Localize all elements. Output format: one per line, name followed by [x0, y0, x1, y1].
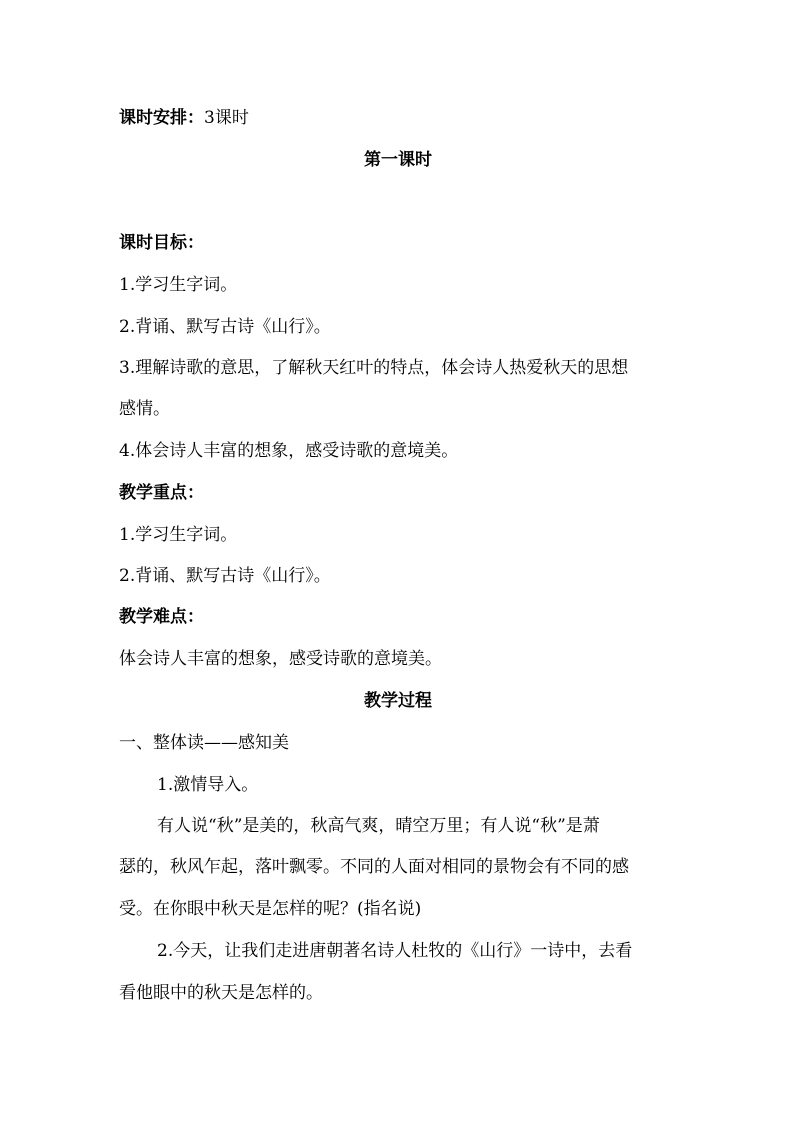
process-step-2: 2.今天，让我们走进唐朝著名诗人杜牧的《山行》一诗中，去看	[157, 941, 633, 961]
paragraph-line: 受。在你眼中秋天是怎样的呢？(指名说)	[119, 899, 422, 919]
paragraph-line: 瑟的，秋风乍起，落叶飘零。不同的人面对相同的景物会有不同的感	[119, 857, 629, 877]
process-step-2-continued: 看他眼中的秋天是怎样的。	[119, 983, 323, 1003]
schedule-line	[119, 108, 677, 128]
lesson-title: 第一课时	[364, 150, 432, 170]
process-heading: 教学过程	[364, 691, 432, 711]
schedule-value: 3课时	[204, 108, 249, 128]
objective-item: 3.理解诗歌的意思，了解秋天红叶的特点，体会诗人热爱秋天的思想	[119, 358, 629, 378]
objective-item: 1.学习生字词。	[119, 275, 238, 295]
objective-item: 2.背诵、默写古诗《山行》。	[119, 317, 331, 337]
key-points-heading: 教学重点：	[119, 483, 204, 503]
key-point-item: 2.背诵、默写古诗《山行》。	[119, 566, 331, 586]
key-point-item: 1.学习生字词。	[119, 525, 238, 545]
objective-item-continued: 感情。	[119, 399, 170, 419]
paragraph-line: 有人说“秋”是美的，秋高气爽，晴空万里；有人说“秋”是萧	[157, 816, 600, 836]
objectives-heading: 课时目标：	[119, 233, 204, 253]
process-section-1: 一、整体读——感知美	[119, 733, 289, 753]
schedule-label: 课时安排：	[119, 108, 204, 128]
difficulties-text: 体会诗人丰富的想象，感受诗歌的意境美。	[119, 649, 442, 669]
difficulties-heading: 教学难点：	[119, 607, 204, 627]
process-step-1: 1.激情导入。	[157, 775, 259, 795]
objective-item: 4.体会诗人丰富的想象，感受诗歌的意境美。	[119, 441, 459, 461]
